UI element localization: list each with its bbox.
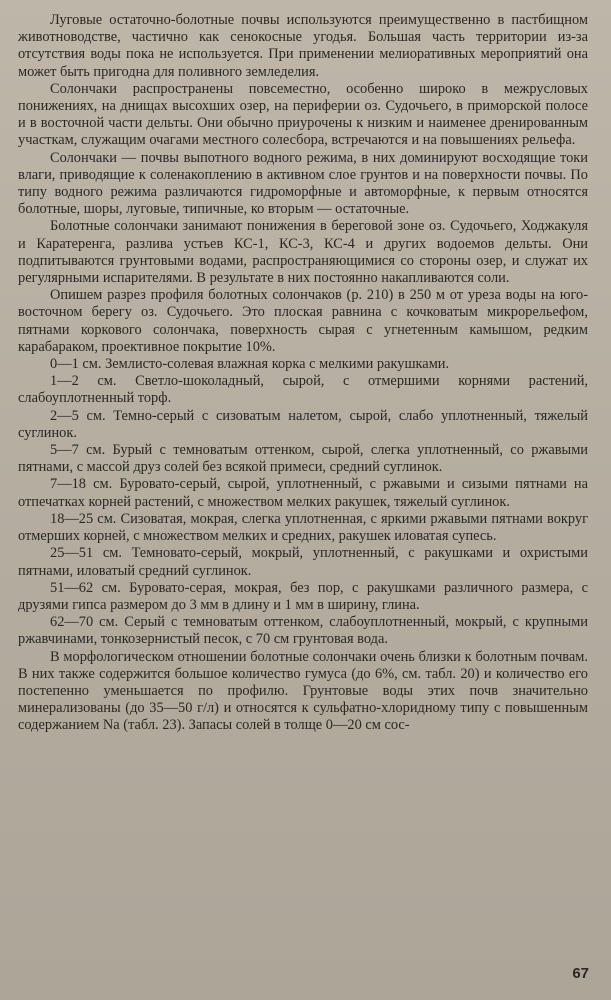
paragraph-morphology: В морфологическом отношении болотные солончаки очень близки к болотным почвам. В них также содержится большое количество гумуса (до 6%, см. табл. 20) и количество его постепенно уменьшается по профилю. Грунтовые воды этих почв значительно минерализованы (до 35—50 г/л) и относятся к сульфатно-хлоридному типу с повышенным содержанием Na (табл. 23). Запасы солей в толще 0—20 см сос- xyxy=(18,648,588,734)
horizon-0-1: 0—1 см. Землисто-солевая влажная корка с мелкими ракушками. xyxy=(50,356,450,373)
horizon-2-5: 2—5 см. Темно-серый с сизоватым налетом, сырой, слабо уплотненный, тяжелый суглинок. xyxy=(18,407,588,441)
horizon-18-25: 18—25 см. Сизоватая, мокрая, слегка уплотненная, с яркими ржавыми пятнами вокруг отмерших корней, с множеством мелких и средних, ракушек иловатая супесь. xyxy=(18,510,588,545)
paragraph-solonchaks-regime: Солончаки — почвы выпотного водного режима, в них доминируют восходящие токи влаги, приводящие к соленакоплению в активном слое грунтов и на поверхности почвы. По типу водного режима различаются гидроморфные и автоморфные, к первым относятся болотные, шоры, луговые, типичные, ко вторым — остаточные. xyxy=(18,149,588,218)
page-number: 67 xyxy=(572,965,589,982)
paragraph-solonchaks-distribution: Солончаки распространены повсеместно, особенно широко в межрусловых понижениях, на днищах высохших озер, на периферии оз. Судочьего, в приморской полосе и в восточной части дельты. Они обычно приурочены к низким и наименее дренированным участкам, служащим очагами местного солесбора, встречаются и на повышениях рельефа. xyxy=(18,80,588,149)
horizon-5-7: 5—7 см. Бурый с темноватым оттенком, сырой, слегка уплотненный, со ржавыми пятнами, с массой друз солей без всякой примеси, средний суглинок. xyxy=(18,442,588,476)
horizon-7-18: 7—18 см. Буровато-серый, сырой, уплотненный, с ржавыми и сизыми пятнами на отпечатках корней растений, с множеством мелких ракушек, тяжелый суглинок. xyxy=(18,476,588,510)
horizon-25-51: 25—51 см. Темновато-серый, мокрый, уплотненный, с ракушками и охристыми пятнами, иловатый средний суглинок. xyxy=(18,545,588,579)
horizon-51-62: 51—62 см. Буровато-серая, мокрая, без пор, с ракушками различного размера, с друзями гипса размером до 3 мм в длину и 1 мм в ширину, глина. xyxy=(18,579,588,613)
horizon-1-2: 1—2 см. Светло-шоколадный, сырой, с отмершими корнями растений, слабоуплотненный торф. xyxy=(18,373,588,407)
paragraph-meadow-soils: Луговые остаточно-болотные почвы используются преимущественно в пастбищном животноводстве, частично как сенокосные угодья. Большая часть территории из-за отсутствия воды пока не используется. При применении мелиоративных мероприятий она может быть пригодна для поливного земледелия. xyxy=(18,12,588,80)
paragraph-marsh-solonchaks: Болотные солончаки занимают понижения в береговой зоне оз. Судочьего, Ходжакуля и Каратеренга, разлива устьев КС-1, КС-3, КС-4 и других водоемов дельты. Они подпитываются грунтовыми водами, распространяющимися со стороны озер, и служат их регулярными испарителями. В результате в них постоянно накапливаются соли. xyxy=(18,218,588,287)
paragraph-profile-description: Опишем разрез профиля болотных солончаков (р. 210) в 250 м от уреза воды на юго-восточном берегу оз. Судочьего. Это плоская равнина с кочковатым микрорельефом, пятнами коркового солончака, поверхность сырая с угнетенным камышом, редким карабараком, проективное покрытие 10%. xyxy=(18,287,588,355)
page-text xyxy=(18,12,588,735)
horizon-62-70: 62—70 см. Серый с темноватым оттенком, слабоуплотненный, мокрый, с крупными ржавчинами, тонкозернистый песок, с 70 см грунтовая вода. xyxy=(18,614,588,648)
